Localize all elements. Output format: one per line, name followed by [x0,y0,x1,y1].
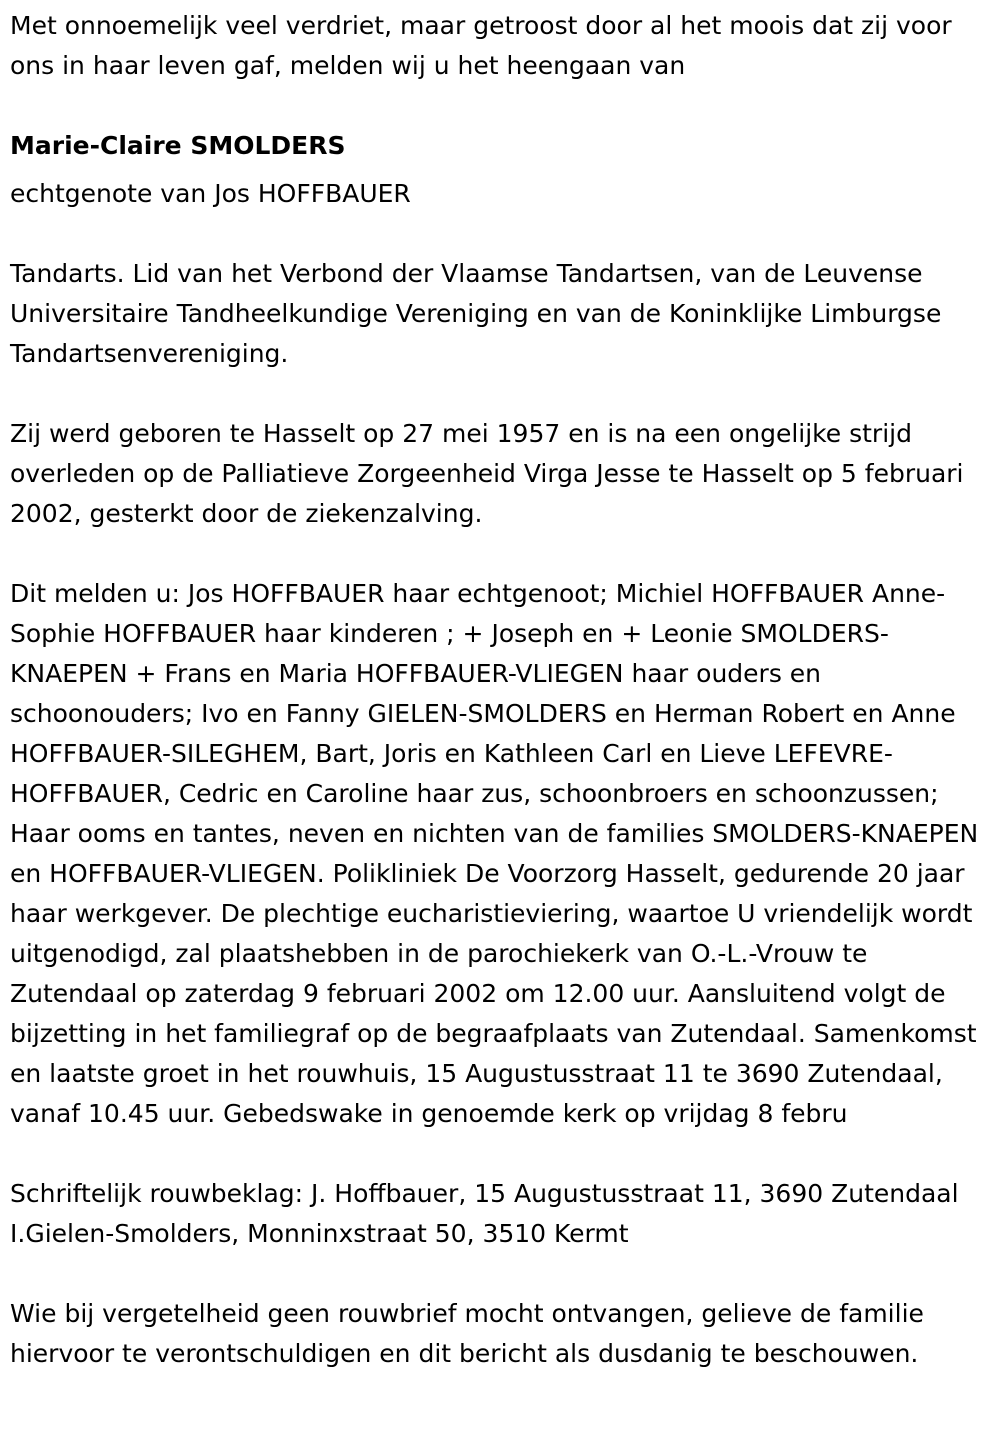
profession-paragraph: Tandarts. Lid van het Verbond der Vlaamse Tandartsen, van de Leuvense Universitaire Tandheelkundige Vereniging en van de Koninklijke Limburgse Tandartsenvereniging. [10,259,942,368]
paragraph-gap [10,1134,995,1174]
obituary-document [10,6,995,1374]
condolences-paragraph: Schriftelijk rouwbeklag: J. Hoffbauer, 15 Augustusstraat 11, 3690 Zutendaal I.Gielen-Smolders, Monninxstraat 50, 3510 Kermt [10,1179,959,1248]
intro-paragraph: Met onnoemelijk veel verdriet, maar getroost door al het moois dat zij voor ons in haar leven gaf, melden wij u het heengaan van [10,11,952,80]
paragraph-gap [10,374,995,414]
deceased-name: Marie-Claire SMOLDERS [10,131,346,160]
paragraph-gap [10,214,995,254]
paragraph-gap [10,534,995,574]
birth-death-paragraph: Zij werd geboren te Hasselt op 27 mei 1957 en is na een ongelijke strijd overleden op de Palliatieve Zorgeenheid Virga Jesse te Hasselt op 5 februari 2002, gesterkt door de ziekenzalving. [10,419,964,528]
announcement-paragraph: Dit melden u: Jos HOFFBAUER haar echtgenoot; Michiel HOFFBAUER Anne-Sophie HOFFBAUER haar kinderen ; + Joseph en + Leonie SMOLDERS-KNAEPEN + Frans en Maria HOFFBAUER-VLIEGEN haar ouders en schoonouders; Ivo en Fanny GIELEN-SMOLDERS en Herman Robert en Anne HOFFBAUER-SILEGHEM, Bart, Joris en Kathleen Carl en Lieve LEFEVRE-HOFFBAUER, Cedric en Caroline haar zus, schoonbroers en schoonzussen; Haar ooms en tantes, neven en nichten van de families SMOLDERS-KNAEPEN en HOFFBAUER-VLIEGEN. Polikliniek De Voorzorg Hasselt, gedurende 20 jaar haar werkgever. De plechtige eucharistieviering, waartoe U vriendelijk wordt uitgenodigd, zal plaatshebben in de parochiekerk van O.-L.-Vrouw te Zutendaal op zaterdag 9 februari 2002 om 12.00 uur. Aansluitend volgt de bijzetting in het familiegraf op de begraafplaats van Zutendaal. Samenkomst en laatste groet in het rouwhuis, 15 Augustusstraat 11 te 3690 Zutendaal, vanaf 10.45 uur. Gebedswake in genoemde kerk op vrijdag 8 febru [10,579,979,1128]
paragraph-gap [10,86,995,126]
closing-paragraph: Wie bij vergetelheid geen rouwbrief mocht ontvangen, gelieve de familie hiervoor te verontschuldigen en dit bericht als dusdanig te beschouwen. [10,1299,924,1368]
paragraph-gap [10,1254,995,1294]
spouse-line: echtgenote van Jos HOFFBAUER [10,179,411,208]
